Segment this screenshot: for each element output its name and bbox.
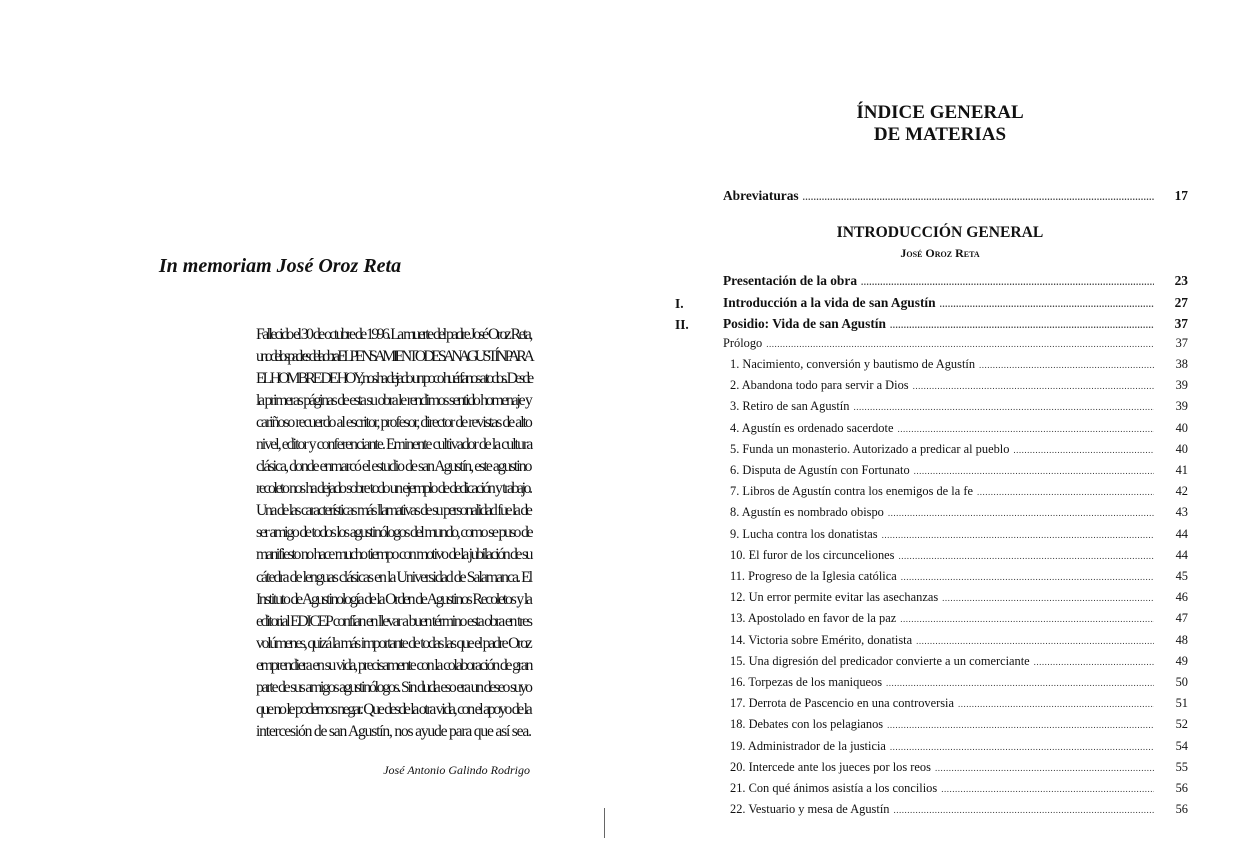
toc-chapter-entry[interactable] — [730, 739, 1188, 759]
toc-chapter-entry[interactable] — [730, 633, 1188, 653]
toc-label: 3. Retiro de san Agustín — [730, 399, 850, 414]
toc-leader — [886, 678, 1154, 688]
toc-label: Abreviaturas — [723, 188, 799, 203]
toc-label: 12. Un error permite evitar las asechanzas — [730, 590, 939, 605]
toc-page-number: 42 — [1175, 484, 1188, 499]
toc-label: 20. Intercede ante los jueces por los reos — [730, 759, 931, 774]
toc-page-number: 23 — [1174, 273, 1188, 288]
toc-leader — [898, 551, 1154, 561]
toc-label: 11. Progreso de la Iglesia católica — [730, 569, 897, 583]
toc-chapter-entry[interactable] — [730, 590, 1188, 610]
toc-page-number: 44 — [1175, 547, 1188, 562]
toc-chapter-entry[interactable] — [730, 675, 1188, 695]
toc-chapter-entry[interactable] — [730, 484, 1188, 504]
toc-roman-numeral: I. — [675, 296, 684, 311]
section-heading: INTRODUCCIÓN GENERAL — [836, 224, 1044, 241]
toc-label: 8. Agustín es nombrado obispo — [730, 505, 884, 520]
toc-page-number: 44 — [1175, 526, 1188, 541]
gutter-divider — [604, 808, 605, 838]
toc-label: 19. Administrador de la justicia — [730, 738, 886, 753]
toc-leader — [853, 402, 1154, 412]
memoriam-line: uno de los padres de la obra EL PENSAMIENTO DE SAN AGUSTÍN PARA — [256, 348, 532, 366]
toc-leader — [914, 466, 1154, 476]
toc-leader — [901, 572, 1154, 582]
toc-leader — [888, 508, 1154, 518]
memoriam-line: nivel, editor y conferenciante. Eminente cultivador de la cultura — [256, 436, 532, 454]
toc-label: 10. El furor de los circunceliones — [730, 547, 895, 562]
toc-page-number: 39 — [1175, 399, 1188, 414]
toc-page-number: 48 — [1175, 632, 1188, 647]
toc-page-number: 56 — [1175, 802, 1188, 817]
toc-label: 5. Funda un monasterio. Autorizado a predicar al pueblo — [730, 441, 1010, 456]
toc-page-number: 40 — [1175, 441, 1188, 456]
toc-label: 1. Nacimiento, conversión y bautismo de Agustín — [730, 357, 976, 371]
toc-page-number: 43 — [1175, 505, 1188, 520]
toc-leader — [935, 763, 1154, 773]
toc-leader — [890, 742, 1154, 752]
toc-leader — [861, 277, 1154, 287]
toc-leader — [890, 320, 1154, 330]
memoriam-title: In memoriam José Oroz Reta — [158, 255, 402, 277]
toc-page-number: 37 — [1175, 336, 1188, 350]
toc-label: 21. Con qué ánimos asistía a los concilios — [730, 781, 938, 795]
toc-chapter-entry[interactable] — [730, 505, 1188, 525]
memoriam-line: parte de sus amigos agustinólogos. Sin duda eso era un deseo suyo — [256, 678, 531, 696]
toc-entry-abbreviations[interactable] — [723, 188, 1188, 208]
toc-label: 22. Vestuario y mesa de Agustín — [730, 802, 890, 817]
toc-label: 18. Debates con los pelagianos — [730, 717, 884, 732]
toc-label: 15. Una digresión del predicador convierte a un comerciante — [730, 653, 1030, 668]
toc-label: 4. Agustín es ordenado sacerdote — [730, 420, 894, 435]
toc-page-number: 46 — [1175, 590, 1188, 605]
toc-main-entry[interactable] — [723, 316, 1188, 336]
toc-leader — [977, 487, 1154, 497]
toc-label: Introducción a la vida de san Agustín — [723, 295, 936, 310]
right-page — [615, 0, 1234, 846]
memoriam-line: manifiesto no hace mucho tiempo con motivo de la jubilación de su — [256, 546, 532, 564]
toc-chapter-entry[interactable] — [730, 421, 1188, 441]
toc-chapter-entry[interactable] — [730, 548, 1188, 568]
memoriam-line: Fallecido el 30 de octubre de 1996. La muerte del padre José Oroz Reta, — [256, 326, 531, 343]
toc-chapter-entry[interactable] — [730, 357, 1188, 377]
toc-label: Prólogo — [723, 336, 763, 350]
toc-leader — [916, 636, 1154, 646]
toc-leader — [958, 699, 1154, 709]
memoriam-line: cátedra de lenguas clásicas en la Universidad de Salamanca. El — [256, 568, 532, 586]
toc-leader — [913, 381, 1154, 391]
toc-label: 9. Lucha contra los donatistas — [730, 526, 878, 541]
toc-page-number: 40 — [1175, 420, 1188, 435]
toc-leader — [1034, 657, 1154, 667]
toc-label: 6. Disputa de Agustín con Fortunato — [730, 463, 910, 477]
toc-chapter-entry[interactable] — [730, 781, 1188, 801]
memoriam-line: volúmenes, quizá la más importante de todas las que el padre Oroz — [256, 634, 531, 652]
toc-leader — [1013, 445, 1154, 455]
toc-chapter-entry[interactable] — [730, 399, 1188, 419]
toc-label: 7. Libros de Agustín contra los enemigos de la fe — [730, 484, 973, 499]
toc-chapter-entry[interactable] — [730, 463, 1188, 483]
toc-page-number: 51 — [1175, 696, 1188, 711]
toc-leader — [766, 339, 1154, 349]
toc-page-number: 38 — [1175, 357, 1188, 371]
toc-leader — [900, 614, 1154, 624]
toc-label: Posidio: Vida de san Agustín — [723, 316, 886, 331]
memoriam-line: EL HOMBRE DE HOY, nos ha dejado un poco huérfanos a todos. Desde — [256, 370, 532, 388]
memoriam-line: clásica, donde enmarcó el estudio de san Agustín, este agustino — [256, 458, 531, 476]
toc-page-number: 54 — [1175, 738, 1188, 753]
toc-label: 16. Torpezas de los maniqueos — [730, 675, 883, 689]
toc-leader — [942, 593, 1154, 603]
toc-entry-prologo[interactable] — [723, 336, 1188, 356]
memoriam-line: cariñoso recuerdo al escritor, profesor, director de revistas de alto — [256, 414, 531, 432]
toc-leader — [979, 360, 1154, 370]
toc-label: 2. Abandona todo para servir a Dios — [730, 378, 909, 393]
memoriam-line: recoleto nos ha dejado sobre todo un ejemplo de dedicación y trabajo. — [256, 480, 531, 498]
toc-page-number: 37 — [1174, 316, 1188, 331]
memoriam-line: Una de las características más llamativas de su personalidad fue la de — [256, 502, 531, 520]
toc-chapter-entry[interactable] — [730, 378, 1188, 398]
toc-page-number: 17 — [1174, 188, 1188, 203]
toc-page-number: 47 — [1175, 611, 1188, 626]
toc-chapter-entry[interactable] — [730, 696, 1188, 716]
toc-page-number: 39 — [1175, 378, 1188, 393]
index-title — [855, 102, 1025, 146]
toc-page-number: 45 — [1175, 569, 1188, 583]
memoriam-line: intercesión de san Agustín, nos ayude para que así sea. — [256, 722, 531, 740]
toc-label: Presentación de la obra — [723, 273, 858, 288]
toc-label: 14. Victoria sobre Emérito, donatista — [730, 632, 913, 647]
signature: José Antonio Galindo Rodrigo — [383, 763, 530, 777]
toc-main-entry[interactable] — [723, 295, 1188, 315]
memoriam-line: emprendiera en su vida, precisamente con la colaboración de gran — [256, 656, 532, 674]
toc-chapter-entry[interactable] — [730, 802, 1188, 822]
toc-page-number: 52 — [1175, 717, 1188, 732]
toc-leader — [803, 192, 1154, 202]
toc-chapter-entry[interactable] — [730, 569, 1188, 589]
toc-roman-numeral: II. — [675, 317, 689, 332]
toc-leader — [887, 720, 1154, 730]
toc-leader — [897, 424, 1154, 434]
toc-page-number: 55 — [1175, 759, 1188, 774]
index-title-line2: DE MATERIAS — [873, 124, 1007, 145]
toc-label: 13. Apostolado en favor de la paz — [730, 611, 897, 626]
toc-leader — [893, 805, 1154, 815]
toc-page-number: 27 — [1174, 295, 1188, 310]
memoriam-line: la primeras páginas de esta su obra le rendimos sentido homenaje y — [256, 392, 531, 410]
memoriam-line: ser amigo de todos los agustinólogos del mundo, como se puso de — [256, 524, 532, 542]
toc-page-number: 49 — [1175, 653, 1188, 668]
toc-chapter-entry[interactable] — [730, 442, 1188, 462]
toc-page-number: 50 — [1175, 675, 1188, 689]
toc-page-number: 41 — [1175, 463, 1188, 477]
memoriam-line: Instituto de Agustinología de la Orden de Agustinos Recoletos y la — [256, 590, 531, 608]
memoriam-text — [256, 324, 531, 743]
toc-chapter-entry[interactable] — [730, 760, 1188, 780]
index-title-line1: ÍNDICE GENERAL — [856, 102, 1024, 123]
memoriam-line: editorial EDICEP confían en llevar a buen término esta obra en tres — [256, 612, 531, 630]
toc-chapter-entry[interactable] — [730, 654, 1188, 674]
toc-leader — [882, 530, 1154, 540]
toc-leader — [940, 299, 1154, 309]
section-author: José Oroz Reta — [900, 246, 980, 260]
toc-chapter-entry[interactable] — [730, 527, 1188, 547]
toc-chapter-entry[interactable] — [730, 717, 1188, 737]
toc-label: 17. Derrota de Pascencio en una controversia — [730, 696, 954, 711]
left-page — [0, 0, 610, 846]
toc-chapter-entry[interactable] — [730, 611, 1188, 631]
memoriam-line: que no le podemos negar. Que desde la otra vida, con el apoyo de la — [256, 700, 531, 718]
toc-main-entry[interactable] — [723, 273, 1188, 293]
toc-leader — [941, 784, 1154, 794]
toc-page-number: 56 — [1175, 781, 1188, 795]
